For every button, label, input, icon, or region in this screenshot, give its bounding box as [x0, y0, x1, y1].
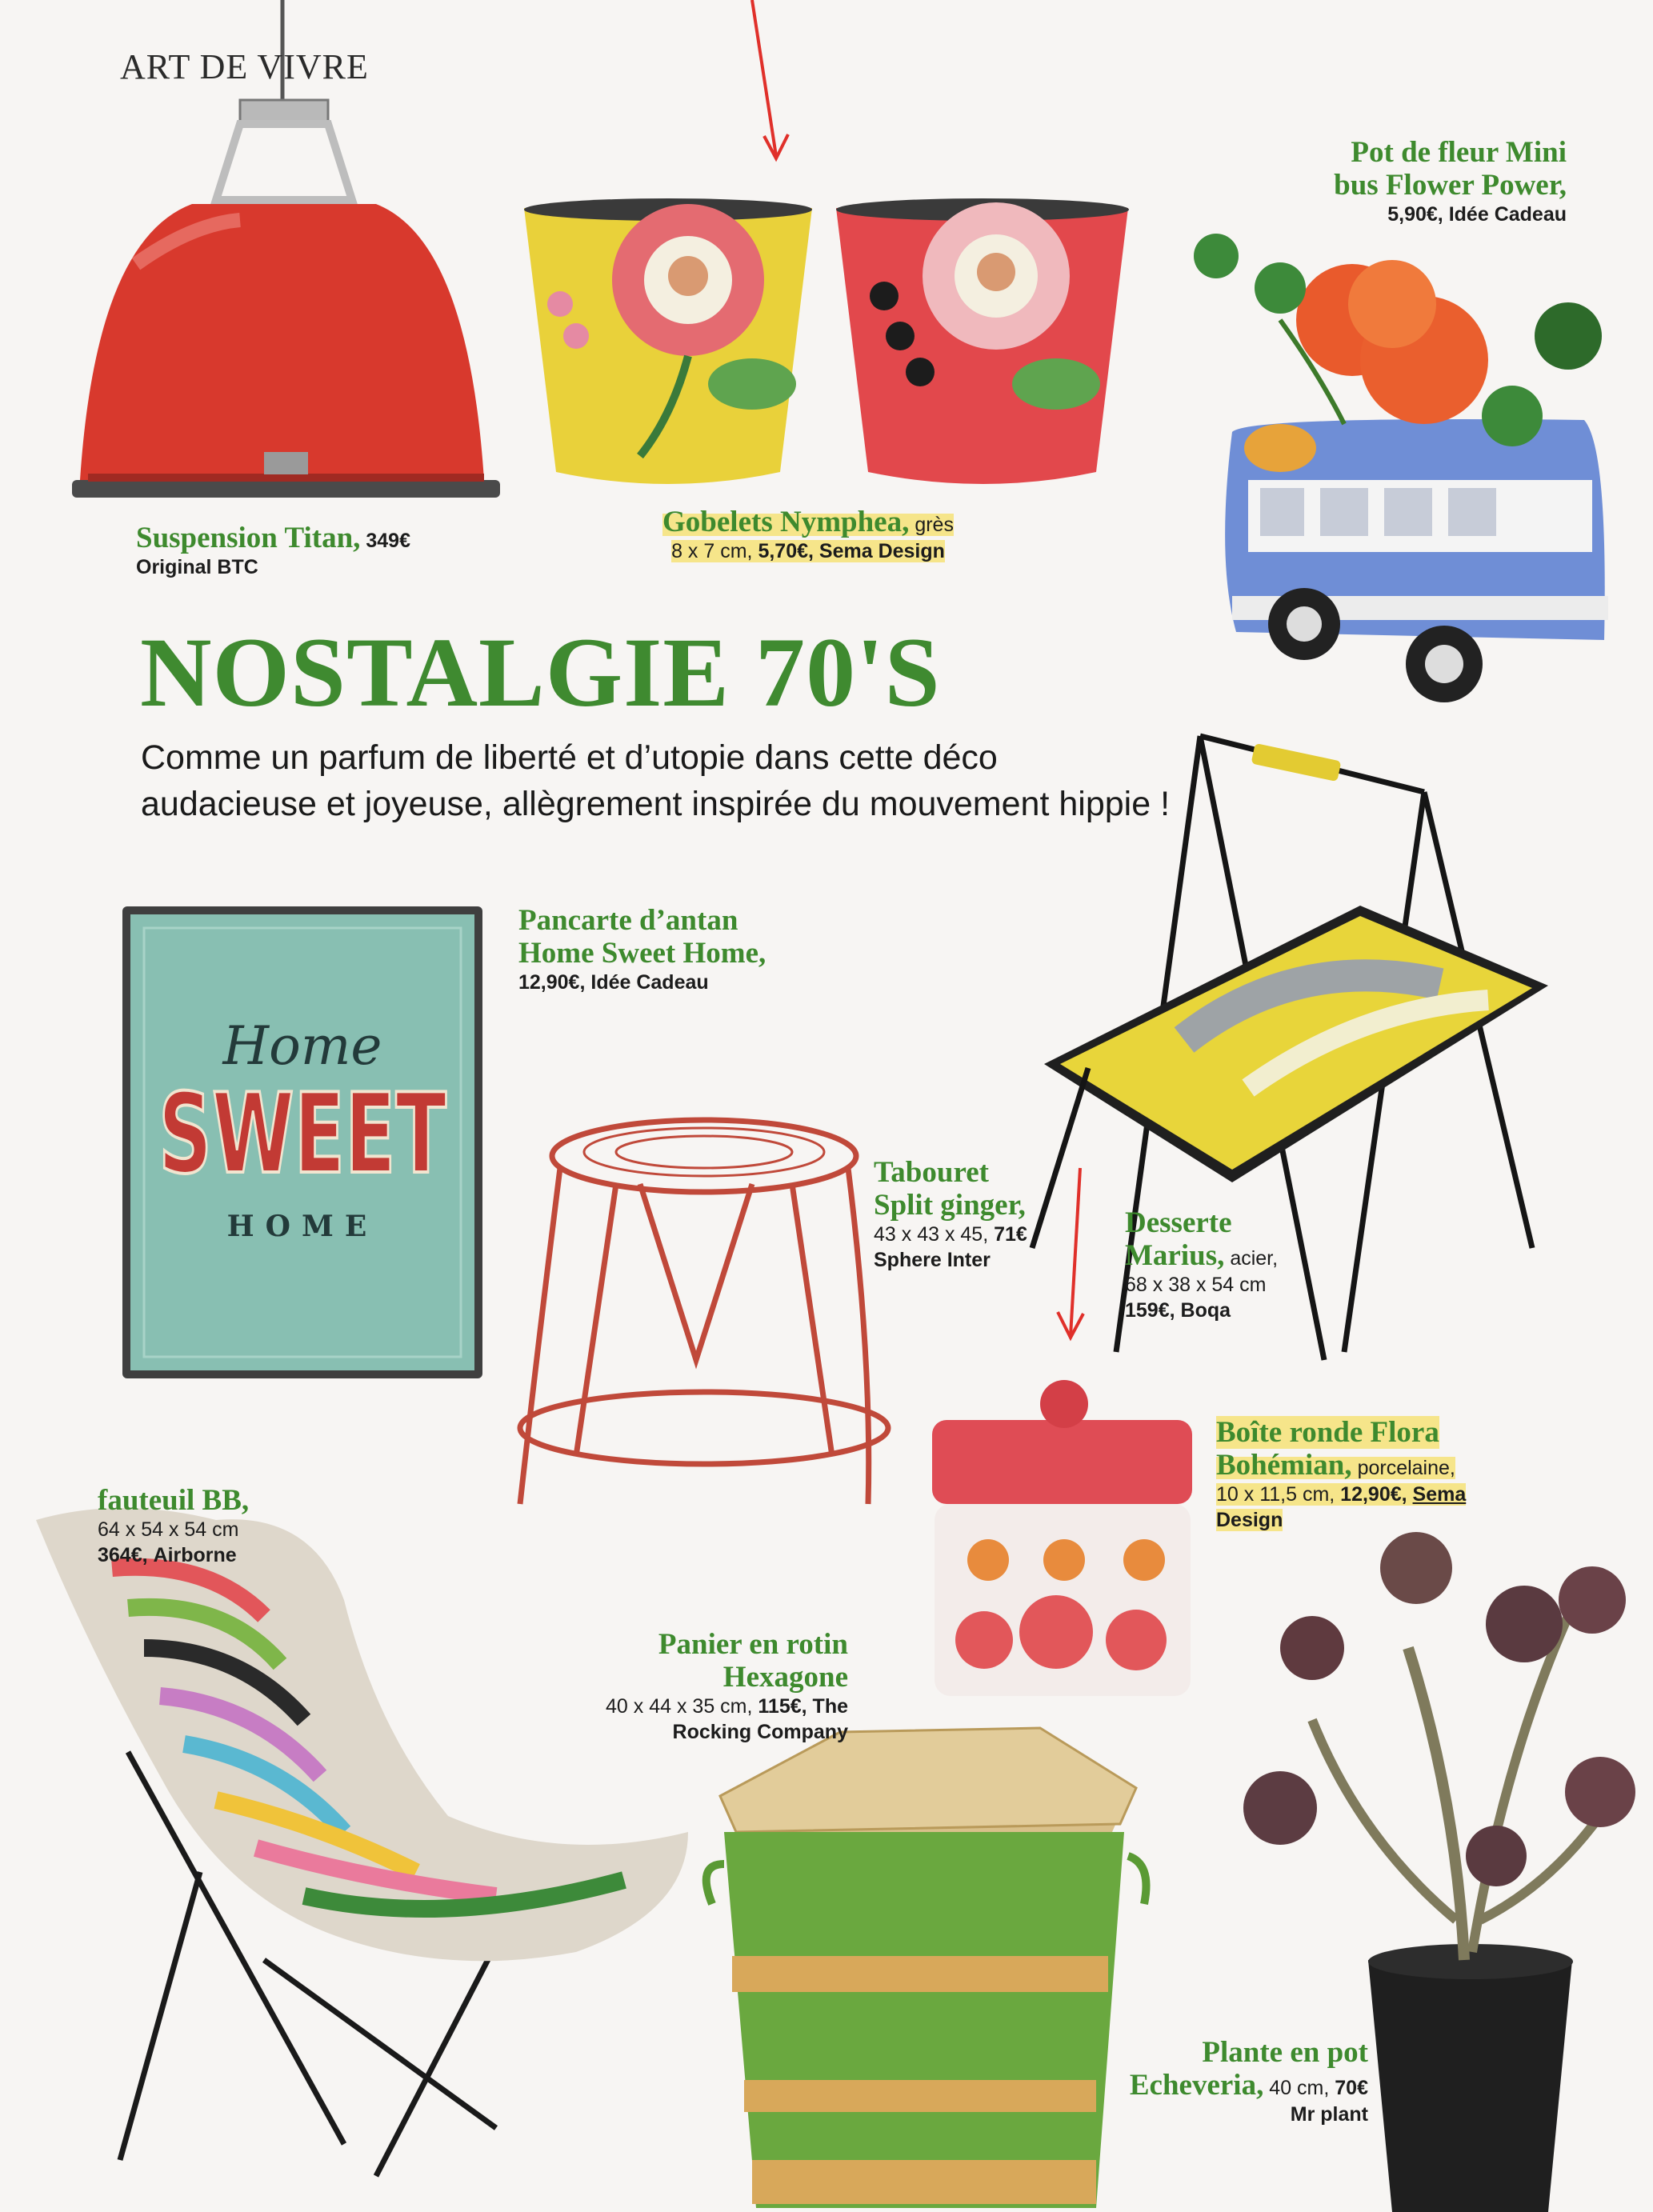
boite-ronde-image: [932, 1380, 1192, 1696]
product-material: porcelaine,: [1357, 1457, 1455, 1479]
product-brand: Idée Cadeau: [1448, 203, 1567, 226]
product-brand: Sphere Inter: [874, 1249, 991, 1271]
product-brand-line2: Design: [1216, 1509, 1283, 1531]
product-price: 159€,: [1125, 1299, 1175, 1322]
product-name-line2: Echeveria,: [1129, 2069, 1264, 2102]
product-brand-line2: Rocking Company: [672, 1721, 848, 1743]
caption-pot-fleur: [1176, 136, 1567, 227]
product-name-line2: Split ginger,: [874, 1189, 1026, 1222]
caption-gobelets: [624, 506, 992, 564]
product-price: 5,90€,: [1387, 203, 1443, 226]
caption-boite-ronde: [1216, 1416, 1576, 1533]
sign-line-home: Home: [222, 1015, 382, 1077]
product-brand: Airborne: [153, 1544, 237, 1566]
product-price: 70€: [1335, 2077, 1368, 2099]
product-name-line1: Desserte: [1125, 1206, 1232, 1239]
product-brand: Sema Design: [818, 540, 945, 562]
gobelets-image: [524, 198, 1129, 484]
page-headline: NOSTALGIE 70'S: [140, 618, 941, 727]
sign-line-home-small: HOME: [226, 1210, 378, 1243]
product-name: Suspension Titan,: [136, 522, 361, 554]
product-name-line1: Pot de fleur Mini: [1351, 136, 1567, 169]
caption-plante: [1040, 2036, 1368, 2127]
product-name-line1: Panier en rotin: [658, 1628, 848, 1661]
product-name-line2: Home Sweet Home,: [518, 937, 766, 970]
product-name-line1: Plante en pot: [1202, 2036, 1368, 2069]
product-price: 115€,: [758, 1695, 807, 1718]
fauteuil-bb-image: [36, 1508, 688, 2176]
caption-suspension: [136, 522, 536, 580]
product-price: 71€: [994, 1223, 1027, 1246]
product-brand: Idée Cadeau: [590, 971, 709, 994]
product-material: acier,: [1230, 1247, 1279, 1270]
product-dims: 40 x 44 x 35 cm,: [606, 1695, 753, 1718]
caption-panier: [512, 1628, 848, 1745]
product-dims: 64 x 54 x 54 cm: [98, 1518, 239, 1541]
product-brand-line1: The: [812, 1695, 848, 1718]
product-dims: 10 x 11,5 cm,: [1216, 1483, 1335, 1506]
product-name-line2: Hexagone: [722, 1661, 848, 1694]
product-name: fauteuil BB,: [98, 1484, 250, 1517]
home-sweet-home-sign-image: [122, 906, 482, 1378]
product-dims: 8 x 7 cm,: [671, 540, 753, 562]
sign-line-sweet: SWEET: [158, 1070, 446, 1198]
product-price: 5,70€,: [758, 540, 814, 562]
caption-desserte: [1125, 1206, 1389, 1323]
product-name-line1: Pancarte d’antan: [518, 904, 738, 937]
product-dims: 40 cm,: [1269, 2077, 1330, 2099]
product-brand: Original BTC: [136, 556, 258, 578]
product-name-line2: bus Flower Power,: [1334, 169, 1567, 202]
product-price: 349€: [366, 530, 410, 552]
product-name-line1: Boîte ronde Flora: [1216, 1416, 1439, 1449]
product-brand: Boqa: [1180, 1299, 1231, 1322]
caption-fauteuil: [98, 1484, 362, 1568]
product-brand: Mr plant: [1290, 2103, 1368, 2126]
bus-flower-pot-image: [1194, 234, 1608, 702]
product-price: 364€,: [98, 1544, 148, 1566]
product-name-line1: Tabouret: [874, 1156, 989, 1189]
product-brand-line1: Sema: [1412, 1483, 1467, 1506]
tabouret-image: [520, 1120, 888, 1504]
product-name-line2: Marius,: [1125, 1239, 1225, 1272]
product-material: grès: [915, 514, 954, 536]
product-dims: 43 x 43 x 45,: [874, 1223, 989, 1246]
caption-pancarte: [518, 904, 887, 995]
product-dims: 68 x 38 x 54 cm: [1125, 1274, 1267, 1296]
product-price: 12,90€,: [518, 971, 586, 994]
intro-paragraph: Comme un parfum de liberté et d’utopie dans cette déco audacieuse et joyeuse, allègrement inspirée du mouvement hippie !: [141, 738, 1171, 823]
product-price: 12,90€,: [1340, 1483, 1407, 1506]
product-name: Gobelets Nymphea,: [662, 506, 910, 538]
caption-tabouret: [874, 1156, 1138, 1273]
product-name-line2: Bohémian,: [1216, 1449, 1352, 1482]
panier-rotin-image: [706, 1728, 1147, 2208]
section-rubric: ART DE VIVRE: [120, 47, 369, 86]
